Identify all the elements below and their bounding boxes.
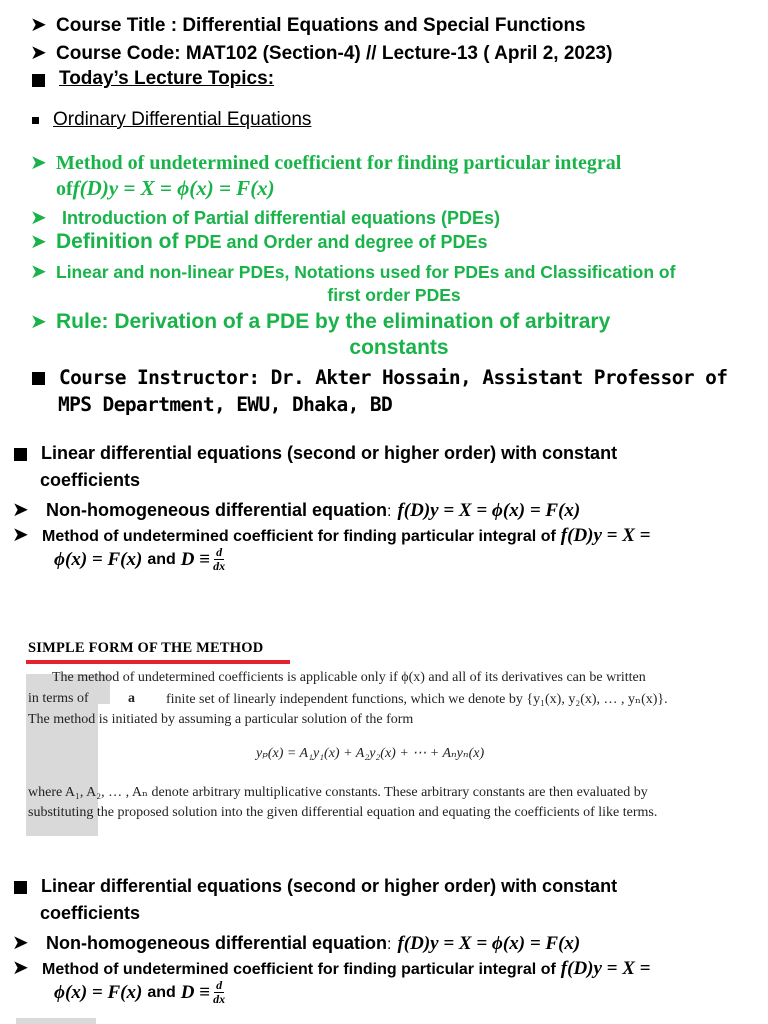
red-underline xyxy=(26,660,290,664)
section1-heading-line1: Linear differential equations (second or higher order) with constant xyxy=(41,443,618,463)
topic-1-prefix: of xyxy=(56,178,73,200)
topic-1-text: Method of undetermined coefficient for finding particular integral xyxy=(56,152,622,174)
topics-heading: Today’s Lecture Topics: xyxy=(59,68,275,89)
topic-item-4 xyxy=(30,259,675,284)
topic-2-text: Introduction of Partial differential equations (PDEs) xyxy=(62,208,501,228)
section1-method-D: D ≡ xyxy=(180,548,211,570)
arrow-bullet-icon: ➤ xyxy=(30,14,47,36)
section2-heading-line2: coefficients xyxy=(40,903,141,923)
book-equation: yₚ(x) = A₁y₁(x) + A₂y₂(x) + ⋯ + Aₙyₙ(x) xyxy=(256,746,485,761)
topic-3-large: Definition of xyxy=(56,230,179,253)
topic-4-line2: first order PDEs xyxy=(327,285,461,305)
book-excerpt-title: SIMPLE FORM OF THE METHOD xyxy=(28,640,264,656)
book-line2-a: a xyxy=(128,691,135,706)
arrow-bullet-icon: ➤ xyxy=(30,311,47,333)
topics-heading-line xyxy=(32,68,274,90)
section1-nonhomog xyxy=(12,497,580,522)
topic-item-1-line2 xyxy=(56,176,275,201)
arrow-bullet-icon: ➤ xyxy=(30,261,47,283)
square-bullet-icon xyxy=(32,372,45,385)
square-bullet-icon xyxy=(32,117,39,124)
instructor-line1: Course Instructor: Dr. Akter Hossain, Assistant Professor of xyxy=(59,366,728,389)
section1-nonhomog-colon: : xyxy=(387,503,392,520)
instructor-line2: MPS Department, EWU, Dhaka, BD xyxy=(58,393,393,416)
section1-method-and: and xyxy=(147,550,176,568)
fraction-denominator: dx xyxy=(213,559,226,573)
book-line2-start: in terms of xyxy=(28,691,89,706)
section1-heading-line2: coefficients xyxy=(40,470,141,490)
book-excerpt xyxy=(24,632,748,842)
instructor-line xyxy=(32,366,727,389)
arrow-bullet-icon: ➤ xyxy=(30,207,47,229)
section2-heading-line2-row xyxy=(40,903,140,924)
fraction-denominator: dx xyxy=(213,992,226,1006)
section2-method-text: Method of undetermined coefficient for finding particular integral of xyxy=(42,961,556,978)
section1-method-text: Method of undetermined coefficient for finding particular integral of xyxy=(42,528,556,545)
section1-method xyxy=(12,522,651,547)
topic-3-rest: PDE and Order and degree of PDEs xyxy=(184,232,488,252)
section1-heading-line2-row xyxy=(40,470,140,491)
ode-subheading-line xyxy=(32,109,311,131)
arrow-bullet-icon: ➤ xyxy=(12,957,29,979)
fraction-numerator: d xyxy=(216,545,223,559)
section2-method-line2-math: ϕ(x) = F(x) xyxy=(54,981,143,1003)
topic-5-line1: Rule: Derivation of a PDE by the elimination of arbitrary xyxy=(56,310,611,333)
topic-4-line1: Linear and non-linear PDEs, Notations used for PDEs and Classification of xyxy=(56,262,676,282)
book-line4: where A₁, A₂, … , Aₙ denote arbitrary multiplicative constants. These arbitrary constants are then evaluated by xyxy=(28,785,648,800)
section2-nonhomog-label: Non-homogeneous differential equation xyxy=(46,933,387,953)
section1-heading xyxy=(14,443,617,464)
section1-derivative-fraction xyxy=(213,546,225,573)
arrow-bullet-icon: ➤ xyxy=(12,524,29,546)
section1-method-math: f(D)y = X = xyxy=(560,525,651,546)
section2-nonhomog-colon: : xyxy=(387,936,392,953)
section1-nonhomog-label: Non-homogeneous differential equation xyxy=(46,500,387,520)
section2-derivative-fraction xyxy=(213,979,225,1006)
grey-strip-decoration xyxy=(16,1018,96,1024)
square-bullet-icon xyxy=(14,448,27,461)
section1-method-line2-math: ϕ(x) = F(x) xyxy=(54,548,143,570)
arrow-bullet-icon: ➤ xyxy=(12,499,29,521)
book-line5: substituting the proposed solution into the given differential equation and equating the coefficients of like terms. xyxy=(28,805,658,820)
course-code-line xyxy=(30,40,612,65)
topic-item-5 xyxy=(30,309,610,334)
fraction-numerator: d xyxy=(216,978,223,992)
topic-5-line2: constants xyxy=(349,336,449,359)
topic-item-1 xyxy=(30,150,621,175)
arrow-bullet-icon: ➤ xyxy=(12,932,29,954)
arrow-bullet-icon: ➤ xyxy=(30,152,47,174)
topic-item-2 xyxy=(30,205,500,230)
course-title: Course Title : Differential Equations and Special Functions xyxy=(56,15,586,36)
course-title-line xyxy=(30,12,586,37)
section1-method-line2 xyxy=(54,546,225,573)
topic-item-3 xyxy=(30,229,488,254)
section2-method-math: f(D)y = X = xyxy=(560,958,651,979)
ode-subheading: Ordinary Differential Equations xyxy=(53,109,312,130)
square-bullet-icon xyxy=(14,881,27,894)
section2-method-line2 xyxy=(54,979,225,1006)
section2-nonhomog-math: f(D)y = X = ϕ(x) = F(x) xyxy=(397,933,581,954)
book-line2-end: finite set of linearly independent functions, which we denote by {y₁(x), y₂(x), … , yₙ(x)}. xyxy=(166,692,668,707)
square-bullet-icon xyxy=(32,74,45,87)
section2-method-and: and xyxy=(147,983,176,1001)
arrow-bullet-icon: ➤ xyxy=(30,42,47,64)
arrow-bullet-icon: ➤ xyxy=(30,231,47,253)
book-line1: The method of undetermined coefficients is applicable only if ϕ(x) and all of its derivatives can be written xyxy=(52,670,646,685)
section2-method-D: D ≡ xyxy=(180,981,211,1003)
topic-1-math: f(D)y = X = ϕ(x) = F(x) xyxy=(72,176,275,200)
section2-heading xyxy=(14,876,617,897)
section2-method xyxy=(12,955,651,980)
course-code: Course Code: MAT102 (Section-4) // Lecture-13 ( April 2, 2023) xyxy=(56,43,613,64)
book-line3: The method is initiated by assuming a particular solution of the form xyxy=(28,712,414,727)
instructor-line2-row xyxy=(58,393,392,416)
section1-nonhomog-math: f(D)y = X = ϕ(x) = F(x) xyxy=(397,500,581,521)
section2-nonhomog xyxy=(12,930,580,955)
section2-heading-line1: Linear differential equations (second or higher order) with constant xyxy=(41,876,618,896)
